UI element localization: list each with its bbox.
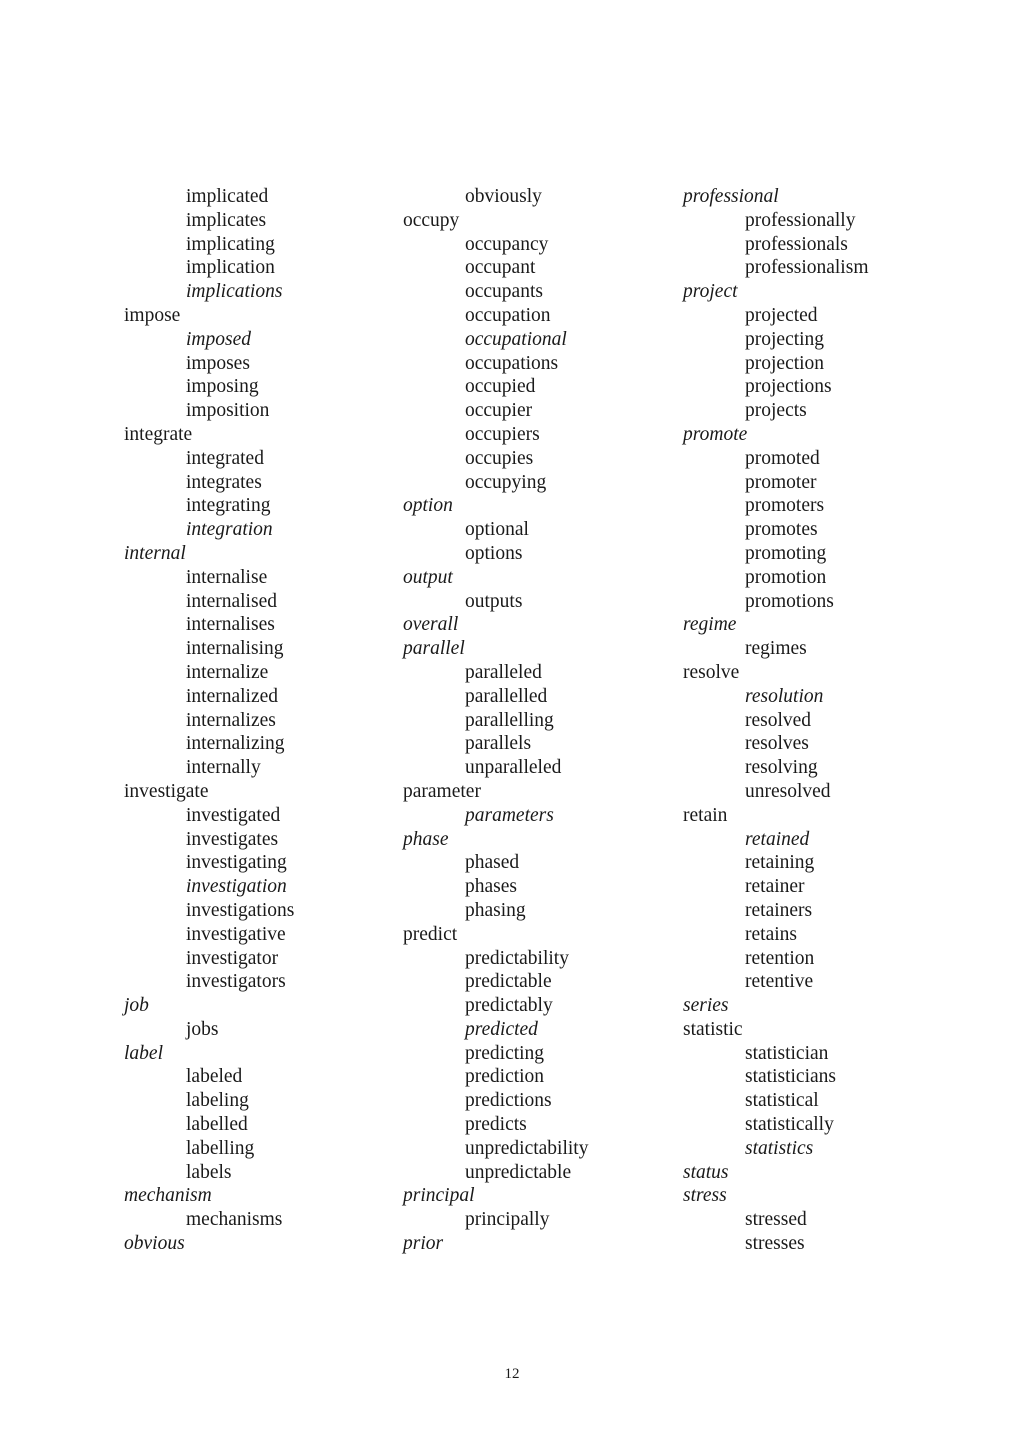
word-family-member: occupational: [465, 328, 567, 350]
word-family-member: predicting: [465, 1042, 545, 1064]
headword: obvious: [124, 1233, 185, 1255]
word-family-member: resolving: [745, 757, 818, 779]
headword: job: [124, 995, 149, 1017]
word-family-member: promoting: [745, 542, 827, 564]
word-family-member: paralleled: [465, 661, 542, 683]
word-family-member: occupied: [465, 376, 536, 398]
word-list-column-3: [683, 185, 953, 1256]
word-family-member: phases: [465, 876, 517, 898]
word-family-member: statistician: [745, 1042, 829, 1064]
word-family-member: investigating: [186, 852, 287, 874]
word-family-member: resolution: [745, 685, 824, 707]
word-family-member: implicating: [186, 233, 275, 255]
word-family-member: occupies: [465, 447, 534, 469]
word-family-member: labels: [186, 1161, 232, 1183]
word-family-member: unpredictability: [465, 1137, 589, 1159]
word-family-member: imposed: [186, 328, 251, 350]
headword: overall: [403, 614, 459, 636]
word-family-member: investigators: [186, 971, 286, 993]
word-family-member: projections: [745, 376, 832, 398]
word-family-member: predicts: [465, 1114, 527, 1136]
word-family-member: promoter: [745, 471, 817, 493]
word-family-member: integrates: [186, 471, 262, 493]
word-family-member: projecting: [745, 328, 825, 350]
word-family-member: imposition: [186, 400, 270, 422]
word-family-member: predicted: [465, 1018, 538, 1040]
headword: statistic: [683, 1018, 743, 1040]
word-family-member: occupations: [465, 352, 559, 374]
word-family-member: stresses: [745, 1233, 805, 1255]
word-family-member: regimes: [745, 638, 807, 660]
word-family-member: implicated: [186, 186, 269, 207]
headword: promote: [683, 423, 748, 445]
headword: status: [683, 1161, 729, 1183]
word-family-member: outputs: [465, 590, 523, 612]
headword: label: [124, 1042, 163, 1064]
word-family-member: integrated: [186, 447, 264, 469]
word-family-member: occupation: [465, 304, 551, 326]
headword: predict: [403, 923, 458, 945]
word-family-member: projection: [745, 352, 825, 374]
word-family-member: statistics: [745, 1137, 814, 1159]
word-family-member: statisticians: [745, 1066, 836, 1088]
word-family-member: internalising: [186, 638, 284, 660]
word-family-member: occupant: [465, 257, 536, 279]
headword: stress: [683, 1185, 727, 1207]
headword: occupy: [403, 209, 460, 231]
word-family-member: promotion: [745, 566, 827, 588]
word-family-member: professionals: [745, 233, 848, 255]
word-family-member: stressed: [745, 1209, 807, 1231]
word-family-member: statistically: [745, 1114, 834, 1136]
headword: impose: [124, 304, 181, 326]
word-family-member: obviously: [465, 186, 542, 207]
word-family-member: imposing: [186, 376, 259, 398]
word-family-member: projected: [745, 304, 818, 326]
word-list-column-2: [403, 185, 673, 1256]
word-family-member: occupier: [465, 400, 533, 422]
headword: parallel: [403, 638, 465, 660]
word-family-member: internalizes: [186, 709, 276, 731]
word-family-member: unresolved: [745, 780, 831, 802]
word-family-member: parallelling: [465, 709, 554, 731]
word-list-column-1: [124, 185, 394, 1256]
word-family-member: investigation: [186, 876, 287, 898]
word-family-member: parameters: [465, 804, 554, 826]
word-family-member: retaining: [745, 852, 815, 874]
word-family-member: labelled: [186, 1114, 248, 1136]
word-family-member: promoters: [745, 495, 825, 517]
headword: prior: [403, 1233, 444, 1255]
headword: phase: [403, 828, 449, 850]
word-family-member: investigated: [186, 804, 281, 826]
headword: output: [403, 566, 453, 588]
word-family-member: labelling: [186, 1137, 255, 1159]
word-family-member: phasing: [465, 899, 526, 921]
word-family-member: optional: [465, 519, 529, 541]
word-family-member: options: [465, 542, 523, 564]
word-family-member: retainer: [745, 876, 805, 898]
word-family-member: statistical: [745, 1090, 819, 1112]
word-family-member: unparalleled: [465, 757, 562, 779]
word-family-member: mechanisms: [186, 1209, 283, 1231]
word-family-member: internalise: [186, 566, 268, 588]
headword: series: [683, 995, 729, 1017]
word-family-member: occupants: [465, 281, 543, 303]
word-family-member: jobs: [186, 1018, 219, 1040]
page-number: 12: [504, 1366, 520, 1382]
word-family-member: predictions: [465, 1090, 552, 1112]
word-family-member: occupiers: [465, 423, 540, 445]
word-family-member: internalises: [186, 614, 275, 636]
word-family-member: labeling: [186, 1090, 249, 1112]
word-family-member: unpredictable: [465, 1161, 572, 1183]
word-family-member: investigative: [186, 923, 286, 945]
word-family-member: resolves: [745, 733, 809, 755]
word-family-member: implication: [186, 257, 275, 279]
word-family-member: retained: [745, 828, 810, 850]
word-family-member: investigates: [186, 828, 279, 850]
word-family-member: retainers: [745, 899, 813, 921]
word-family-member: integration: [186, 519, 273, 541]
headword: retain: [683, 804, 728, 826]
word-family-member: projects: [745, 400, 807, 422]
headword: investigate: [124, 780, 209, 802]
headword: principal: [403, 1185, 475, 1207]
word-family-member: phased: [465, 852, 520, 874]
headword: parameter: [403, 780, 481, 802]
word-family-member: internalizing: [186, 733, 285, 755]
word-family-member: investigator: [186, 947, 279, 969]
headword: regime: [683, 614, 737, 636]
headword: mechanism: [124, 1185, 212, 1207]
word-family-member: labeled: [186, 1066, 243, 1088]
word-family-member: predictable: [465, 971, 552, 993]
headword: internal: [124, 542, 186, 564]
word-family-member: imposes: [186, 352, 250, 374]
headword: project: [683, 281, 738, 303]
word-family-member: predictability: [465, 947, 569, 969]
word-family-member: occupancy: [465, 233, 549, 255]
word-family-member: parallels: [465, 733, 532, 755]
word-family-member: predictably: [465, 995, 553, 1017]
word-family-member: investigations: [186, 899, 295, 921]
word-family-member: promoted: [745, 447, 820, 469]
headword: integrate: [124, 423, 193, 445]
word-family-member: resolved: [745, 709, 812, 731]
word-family-member: implicates: [186, 209, 267, 231]
word-family-member: professionally: [745, 209, 856, 231]
word-family-member: parallelled: [465, 685, 548, 707]
headword: resolve: [683, 661, 740, 683]
headword: option: [403, 495, 453, 517]
word-family-member: occupying: [465, 471, 547, 493]
headword: professional: [683, 186, 779, 207]
word-family-member: professionalism: [745, 257, 869, 279]
word-family-member: internalize: [186, 661, 269, 683]
word-family-member: retention: [745, 947, 815, 969]
word-family-member: promotions: [745, 590, 834, 612]
word-family-member: retentive: [745, 971, 814, 993]
word-family-member: internalised: [186, 590, 277, 612]
word-family-member: promotes: [745, 519, 818, 541]
word-family-member: internally: [186, 757, 261, 779]
word-family-member: internalized: [186, 685, 279, 707]
word-family-member: implications: [186, 281, 283, 303]
word-family-member: integrating: [186, 495, 271, 517]
word-family-member: principally: [465, 1209, 550, 1231]
word-family-member: prediction: [465, 1066, 545, 1088]
word-family-member: retains: [745, 923, 797, 945]
